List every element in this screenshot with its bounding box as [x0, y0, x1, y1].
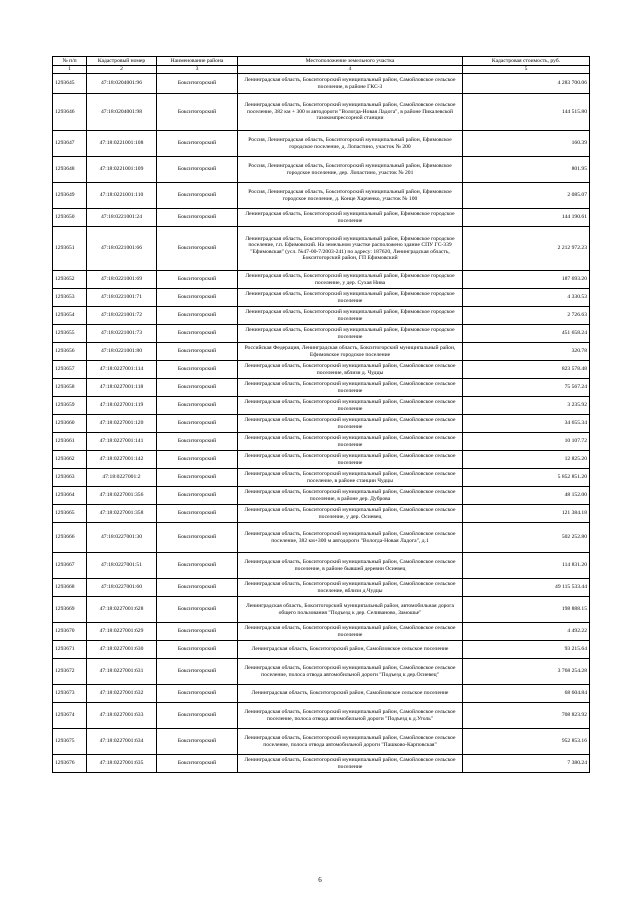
location: Ленинградская область, Бокситогорский муниципальный район, Ефимовское городское поселение [238, 209, 463, 227]
table-row [53, 755, 590, 773]
cadastral-number: 47:18:0227001:60 [87, 579, 157, 597]
table-row [53, 523, 590, 553]
row-number: 1293675 [53, 729, 87, 755]
cadastral-number: 47:18:0221001:109 [87, 157, 157, 183]
table-row [53, 94, 590, 131]
cadastral-number: 47:18:0221001:72 [87, 307, 157, 325]
cadastral-value: 451 658.24 [463, 325, 590, 343]
district-name: Бокситогорский [157, 227, 238, 271]
cadastral-number: 47:18:0227001:30 [87, 523, 157, 553]
location: Россия, Ленинградская область, Бокситогорский муниципальный район, Ефимовское городское поселение, д. Лопастино, участок № 200 [238, 131, 463, 157]
cadastral-number: 47:18:0221001:24 [87, 209, 157, 227]
row-number: 1293670 [53, 623, 87, 641]
row-number: 1293654 [53, 307, 87, 325]
location: Ленинградская область, Бокситогорский муниципальный район, Самойловское сельское поселение, 382 км + 300 м автодороги "Вологда-Новая Ладога", в районе Пикалевской газокомпрессорной станции [238, 94, 463, 131]
district-name: Бокситогорский [157, 289, 238, 307]
table-row [53, 361, 590, 379]
row-number: 1293672 [53, 659, 87, 685]
row-number: 1293673 [53, 685, 87, 703]
column-number: 4 [238, 66, 463, 74]
location: Ленинградская область, Бокситогорский муниципальный район, Самойловское сельское поселение [238, 433, 463, 451]
district-name: Бокситогорский [157, 597, 238, 623]
location: Ленинградская область, Бокситогорский муниципальный район, Самойловское сельское поселение, вблизи д. Чудцы [238, 361, 463, 379]
district-name: Бокситогорский [157, 397, 238, 415]
location: Ленинградская область, Бокситогорский муниципальный район, Ефимовское городское поселение [238, 289, 463, 307]
location: Ленинградская область, Бокситогорский муниципальный район, Самойловское сельское поселение, полоса отвода автомобильной дороги "Пашково-Карповская" [238, 729, 463, 755]
page-number: 6 [318, 876, 322, 884]
location: Российская Федерация, Ленинградская область, Бокситогорский муниципальный район, Ефимовское городское поселение [238, 343, 463, 361]
district-name: Бокситогорский [157, 505, 238, 523]
location: Ленинградская область, Бокситогорский муниципальный район, Ефимовское городское поселение, у дер. Сухая Нива [238, 271, 463, 289]
cadastral-value: 801.95 [463, 157, 590, 183]
cadastral-value: 2 085.07 [463, 183, 590, 209]
location: Ленинградская область, Бокситогорский муниципальный район, Ефимовское городское поселение [238, 307, 463, 325]
cadastral-value: 93 215.64 [463, 641, 590, 659]
table-row [53, 487, 590, 505]
row-number: 1293646 [53, 94, 87, 131]
row-number: 1293668 [53, 579, 87, 597]
district-name: Бокситогорский [157, 659, 238, 685]
cadastral-number: 47:18:0221001:108 [87, 131, 157, 157]
cadastral-value: 823 578.48 [463, 361, 590, 379]
cadastral-value: 320.78 [463, 343, 590, 361]
column-number-row [53, 66, 590, 74]
district-name: Бокситогорский [157, 755, 238, 773]
row-number: 1293661 [53, 433, 87, 451]
table-row [53, 325, 590, 343]
table-row [53, 289, 590, 307]
cadastral-value: 114 831.20 [463, 553, 590, 579]
location: Ленинградская область, Бокситогорский муниципальный район, Самойловское сельское поселение, полоса отвода автомобильной дороги "Подъезд к д.Уголь" [238, 703, 463, 729]
cadastral-number: 47:18:0227001:358 [87, 505, 157, 523]
district-name: Бокситогорский [157, 343, 238, 361]
row-number: 1293660 [53, 415, 87, 433]
cadastral-value: 708 823.92 [463, 703, 590, 729]
row-number: 1293665 [53, 505, 87, 523]
cadastral-number: 47:18:0221001:66 [87, 227, 157, 271]
district-name: Бокситогорский [157, 729, 238, 755]
district-name: Бокситогорский [157, 415, 238, 433]
district-name: Бокситогорский [157, 523, 238, 553]
cadastral-number: 47:18:0221001:71 [87, 289, 157, 307]
table-row [53, 157, 590, 183]
row-number: 1293666 [53, 523, 87, 553]
table-row [53, 415, 590, 433]
cadastral-number: 47:18:0227001:120 [87, 415, 157, 433]
table-row [53, 579, 590, 597]
table-row [53, 307, 590, 325]
district-name: Бокситогорский [157, 307, 238, 325]
cadastral-value: 10 107.72 [463, 433, 590, 451]
cadastral-value: 75 567.24 [463, 379, 590, 397]
location: Россия, Ленинградская область, Бокситогорский муниципальный район, Ефимовское городское поселение, д. Конце Харченко, участок № 100 [238, 183, 463, 209]
location: Ленинградская область, Бокситогорский муниципальный район, Самойловское сельское поселение [238, 415, 463, 433]
cadastral-number: 47:18:0227001:634 [87, 729, 157, 755]
cadastral-value: 2 212 972.23 [463, 227, 590, 271]
cadastral-value: 2 726.63 [463, 307, 590, 325]
cadastral-value: 952 853.16 [463, 729, 590, 755]
table-row [53, 505, 590, 523]
cadastral-value: 3 768 254.28 [463, 659, 590, 685]
row-number: 1293655 [53, 325, 87, 343]
location: Ленинградская область, Бокситогорский муниципальный район, Самойловское сельское поселение, в районе бывшей деревни Осиевец [238, 553, 463, 579]
location: Ленинградская область, Бокситогорский муниципальный район, Ефимовское городское поселение [238, 325, 463, 343]
district-name: Бокситогорский [157, 271, 238, 289]
district-name: Бокситогорский [157, 157, 238, 183]
district-name: Бокситогорский [157, 325, 238, 343]
cadastral-value: 160.39 [463, 131, 590, 157]
row-number: 1293656 [53, 343, 87, 361]
cadastral-number: 47:18:0221001:80 [87, 343, 157, 361]
table-row [53, 131, 590, 157]
district-name: Бокситогорский [157, 183, 238, 209]
row-number: 1293669 [53, 597, 87, 623]
district-name: Бокситогорский [157, 487, 238, 505]
header-number: № п/п [53, 57, 87, 66]
location: Ленинградская область, Бокситогорский муниципальный район, Самойловское сельское поселение [238, 451, 463, 469]
cadastral-value: 7 380.24 [463, 755, 590, 773]
location: Ленинградская область, Бокситогорский муниципальный район, Самойловское сельское поселение, 382 км+300 м автодороги "Вологда-Новая Ладога", д.1 [238, 523, 463, 553]
row-number: 1293652 [53, 271, 87, 289]
cadastral-number: 47:18:0221001:69 [87, 271, 157, 289]
table-row [53, 183, 590, 209]
table-row [53, 397, 590, 415]
row-number: 1293674 [53, 703, 87, 729]
column-number: 2 [87, 66, 157, 74]
row-number: 1293664 [53, 487, 87, 505]
district-name: Бокситогорский [157, 469, 238, 487]
cadastral-value-table [52, 56, 590, 773]
location: Ленинградская область, Бокситогорский район, Самойловское сельское поселение [238, 641, 463, 659]
district-name: Бокситогорский [157, 361, 238, 379]
location: Ленинградская область, Бокситогорский муниципальный район, Самойловское сельское поселение [238, 379, 463, 397]
table-row [53, 343, 590, 361]
location: Ленинградская область, Бокситогорский муниципальный район, Самойловское сельское поселение, вблизи д.Чудцы [238, 579, 463, 597]
location: Россия, Ленинградская область, Бокситогорский муниципальный район, Ефимовское городское поселение, дер. Лопастино, участок № 201 [238, 157, 463, 183]
location: Ленинградская область, Бокситогорский муниципальный район, Самойловское сельское поселение, у дер. Осиевец [238, 505, 463, 523]
row-number: 1293647 [53, 131, 87, 157]
table-row [53, 451, 590, 469]
cadastral-number: 47:18:0204001:96 [87, 74, 157, 94]
row-number: 1293657 [53, 361, 87, 379]
header-cadastral-value: Кадастровая стоимость, руб. [463, 57, 590, 66]
table-row [53, 433, 590, 451]
district-name: Бокситогорский [157, 379, 238, 397]
district-name: Бокситогорский [157, 433, 238, 451]
district-name: Бокситогорский [157, 94, 238, 131]
column-number: 5 [463, 66, 590, 74]
cadastral-value: 4 283 700.06 [463, 74, 590, 94]
table-row [53, 379, 590, 397]
row-number: 1293663 [53, 469, 87, 487]
row-number: 1293645 [53, 74, 87, 94]
table-row [53, 729, 590, 755]
district-name: Бокситогорский [157, 641, 238, 659]
header-row [53, 57, 590, 66]
district-name: Бокситогорский [157, 209, 238, 227]
cadastral-value: 4 492.22 [463, 623, 590, 641]
location: Ленинградская область, Бокситогорский район, Самойловское сельское поселение [238, 685, 463, 703]
column-number: 1 [53, 66, 87, 74]
district-name: Бокситогорский [157, 685, 238, 703]
row-number: 1293651 [53, 227, 87, 271]
cadastral-value: 4 330.53 [463, 289, 590, 307]
header-district: Наименование района [157, 57, 238, 66]
cadastral-value: 187 693.20 [463, 271, 590, 289]
location: Ленинградская область, Бокситогорский муниципальный район, Ефимовское городское поселение, г.п. Ефимовский. На земельном участке расположено здание СПУ ГС-339 "Ефимовская" (усл. №47-00-7/2003-241) по адресу: 187620, Ленинградская область, Бокситогорский район, ГП Ефимовский [238, 227, 463, 271]
cadastral-value: 3 235.92 [463, 397, 590, 415]
row-number: 1293676 [53, 755, 87, 773]
table-row [53, 209, 590, 227]
location: Ленинградская область, Бокситогорский муниципальный район, Самойловское сельское поселение [238, 623, 463, 641]
cadastral-value: 68 604.84 [463, 685, 590, 703]
row-number: 1293662 [53, 451, 87, 469]
cadastral-value: 198 888.15 [463, 597, 590, 623]
cadastral-value: 144 515.80 [463, 94, 590, 131]
table-row [53, 74, 590, 94]
cadastral-value: 12 825.20 [463, 451, 590, 469]
location: Ленинградская область, Бокситогорский муниципальный район, Самойловское сельское поселение, в районе станции Чудцы [238, 469, 463, 487]
table-row [53, 597, 590, 623]
cadastral-number: 47:18:0227001:118 [87, 379, 157, 397]
cadastral-number: 47:18:0227001:114 [87, 361, 157, 379]
district-name: Бокситогорский [157, 131, 238, 157]
cadastral-number: 47:18:0227001:632 [87, 685, 157, 703]
district-name: Бокситогорский [157, 74, 238, 94]
row-number: 1293667 [53, 553, 87, 579]
table-row [53, 703, 590, 729]
row-number: 1293653 [53, 289, 87, 307]
table-row [53, 227, 590, 271]
cadastral-number: 47:18:0227001:356 [87, 487, 157, 505]
row-number: 1293658 [53, 379, 87, 397]
cadastral-number: 47:18:0221001:110 [87, 183, 157, 209]
cadastral-value: 5 852 851.20 [463, 469, 590, 487]
cadastral-number: 47:18:0227001:119 [87, 397, 157, 415]
header-cadastral-number: Кадастровый номер [87, 57, 157, 66]
row-number: 1293649 [53, 183, 87, 209]
table-row [53, 553, 590, 579]
cadastral-value: 49 115 533.44 [463, 579, 590, 597]
table-row [53, 623, 590, 641]
table-row [53, 271, 590, 289]
cadastral-number: 47:18:0227001:633 [87, 703, 157, 729]
cadastral-value: 502 252.80 [463, 523, 590, 553]
cadastral-number: 47:18:0227001:142 [87, 451, 157, 469]
column-number: 3 [157, 66, 238, 74]
cadastral-value: 48 152.00 [463, 487, 590, 505]
row-number: 1293648 [53, 157, 87, 183]
row-number: 1293650 [53, 209, 87, 227]
district-name: Бокситогорский [157, 579, 238, 597]
row-number: 1293671 [53, 641, 87, 659]
district-name: Бокситогорский [157, 703, 238, 729]
location: Ленинградская область, Бокситогорский муниципальный район, Самойловское сельское поселение [238, 755, 463, 773]
cadastral-value: 34 655.34 [463, 415, 590, 433]
location: Ленинградская область, Бокситогорский муниципальный район, Самойловское сельское поселение, полоса отвода автомобильной дороги "Подъезд к дер.Осиевец" [238, 659, 463, 685]
header-location: Местоположение земельного участка [238, 57, 463, 66]
table-row [53, 641, 590, 659]
district-name: Бокситогорский [157, 451, 238, 469]
district-name: Бокситогорский [157, 553, 238, 579]
cadastral-number: 47:18:0227001:630 [87, 641, 157, 659]
district-name: Бокситогорский [157, 623, 238, 641]
location: Ленинградская область, Бокситогорский муниципальный район, Самойловское сельское поселение [238, 397, 463, 415]
table-row [53, 659, 590, 685]
cadastral-number: 47:18:0227001:2 [87, 469, 157, 487]
cadastral-number: 47:18:0227001:629 [87, 623, 157, 641]
location: Ленинградская область, Бокситогорский муниципальный район, Самойловское сельское поселение, в районе ГКС-3 [238, 74, 463, 94]
cadastral-number: 47:18:0227001:631 [87, 659, 157, 685]
cadastral-number: 47:18:0227001:141 [87, 433, 157, 451]
cadastral-number: 47:18:0204001:98 [87, 94, 157, 131]
cadastral-value: 144 190.61 [463, 209, 590, 227]
cadastral-value: 121 384.18 [463, 505, 590, 523]
cadastral-number: 47:18:0221001:73 [87, 325, 157, 343]
cadastral-number: 47:18:0227001:635 [87, 755, 157, 773]
cadastral-number: 47:18:0227001:51 [87, 553, 157, 579]
table-row [53, 685, 590, 703]
row-number: 1293659 [53, 397, 87, 415]
location: Ленинградская область, Бокситогорский муниципальный район, Самойловское сельское поселение, в районе дер. Дуброва [238, 487, 463, 505]
location: Ленинградская область, Бокситогорский муниципальный район, автомобильная дорога общего пользования "Подъезд к дер. Селиваново, Замошье" [238, 597, 463, 623]
table-row [53, 469, 590, 487]
cadastral-number: 47:18:0227001:628 [87, 597, 157, 623]
